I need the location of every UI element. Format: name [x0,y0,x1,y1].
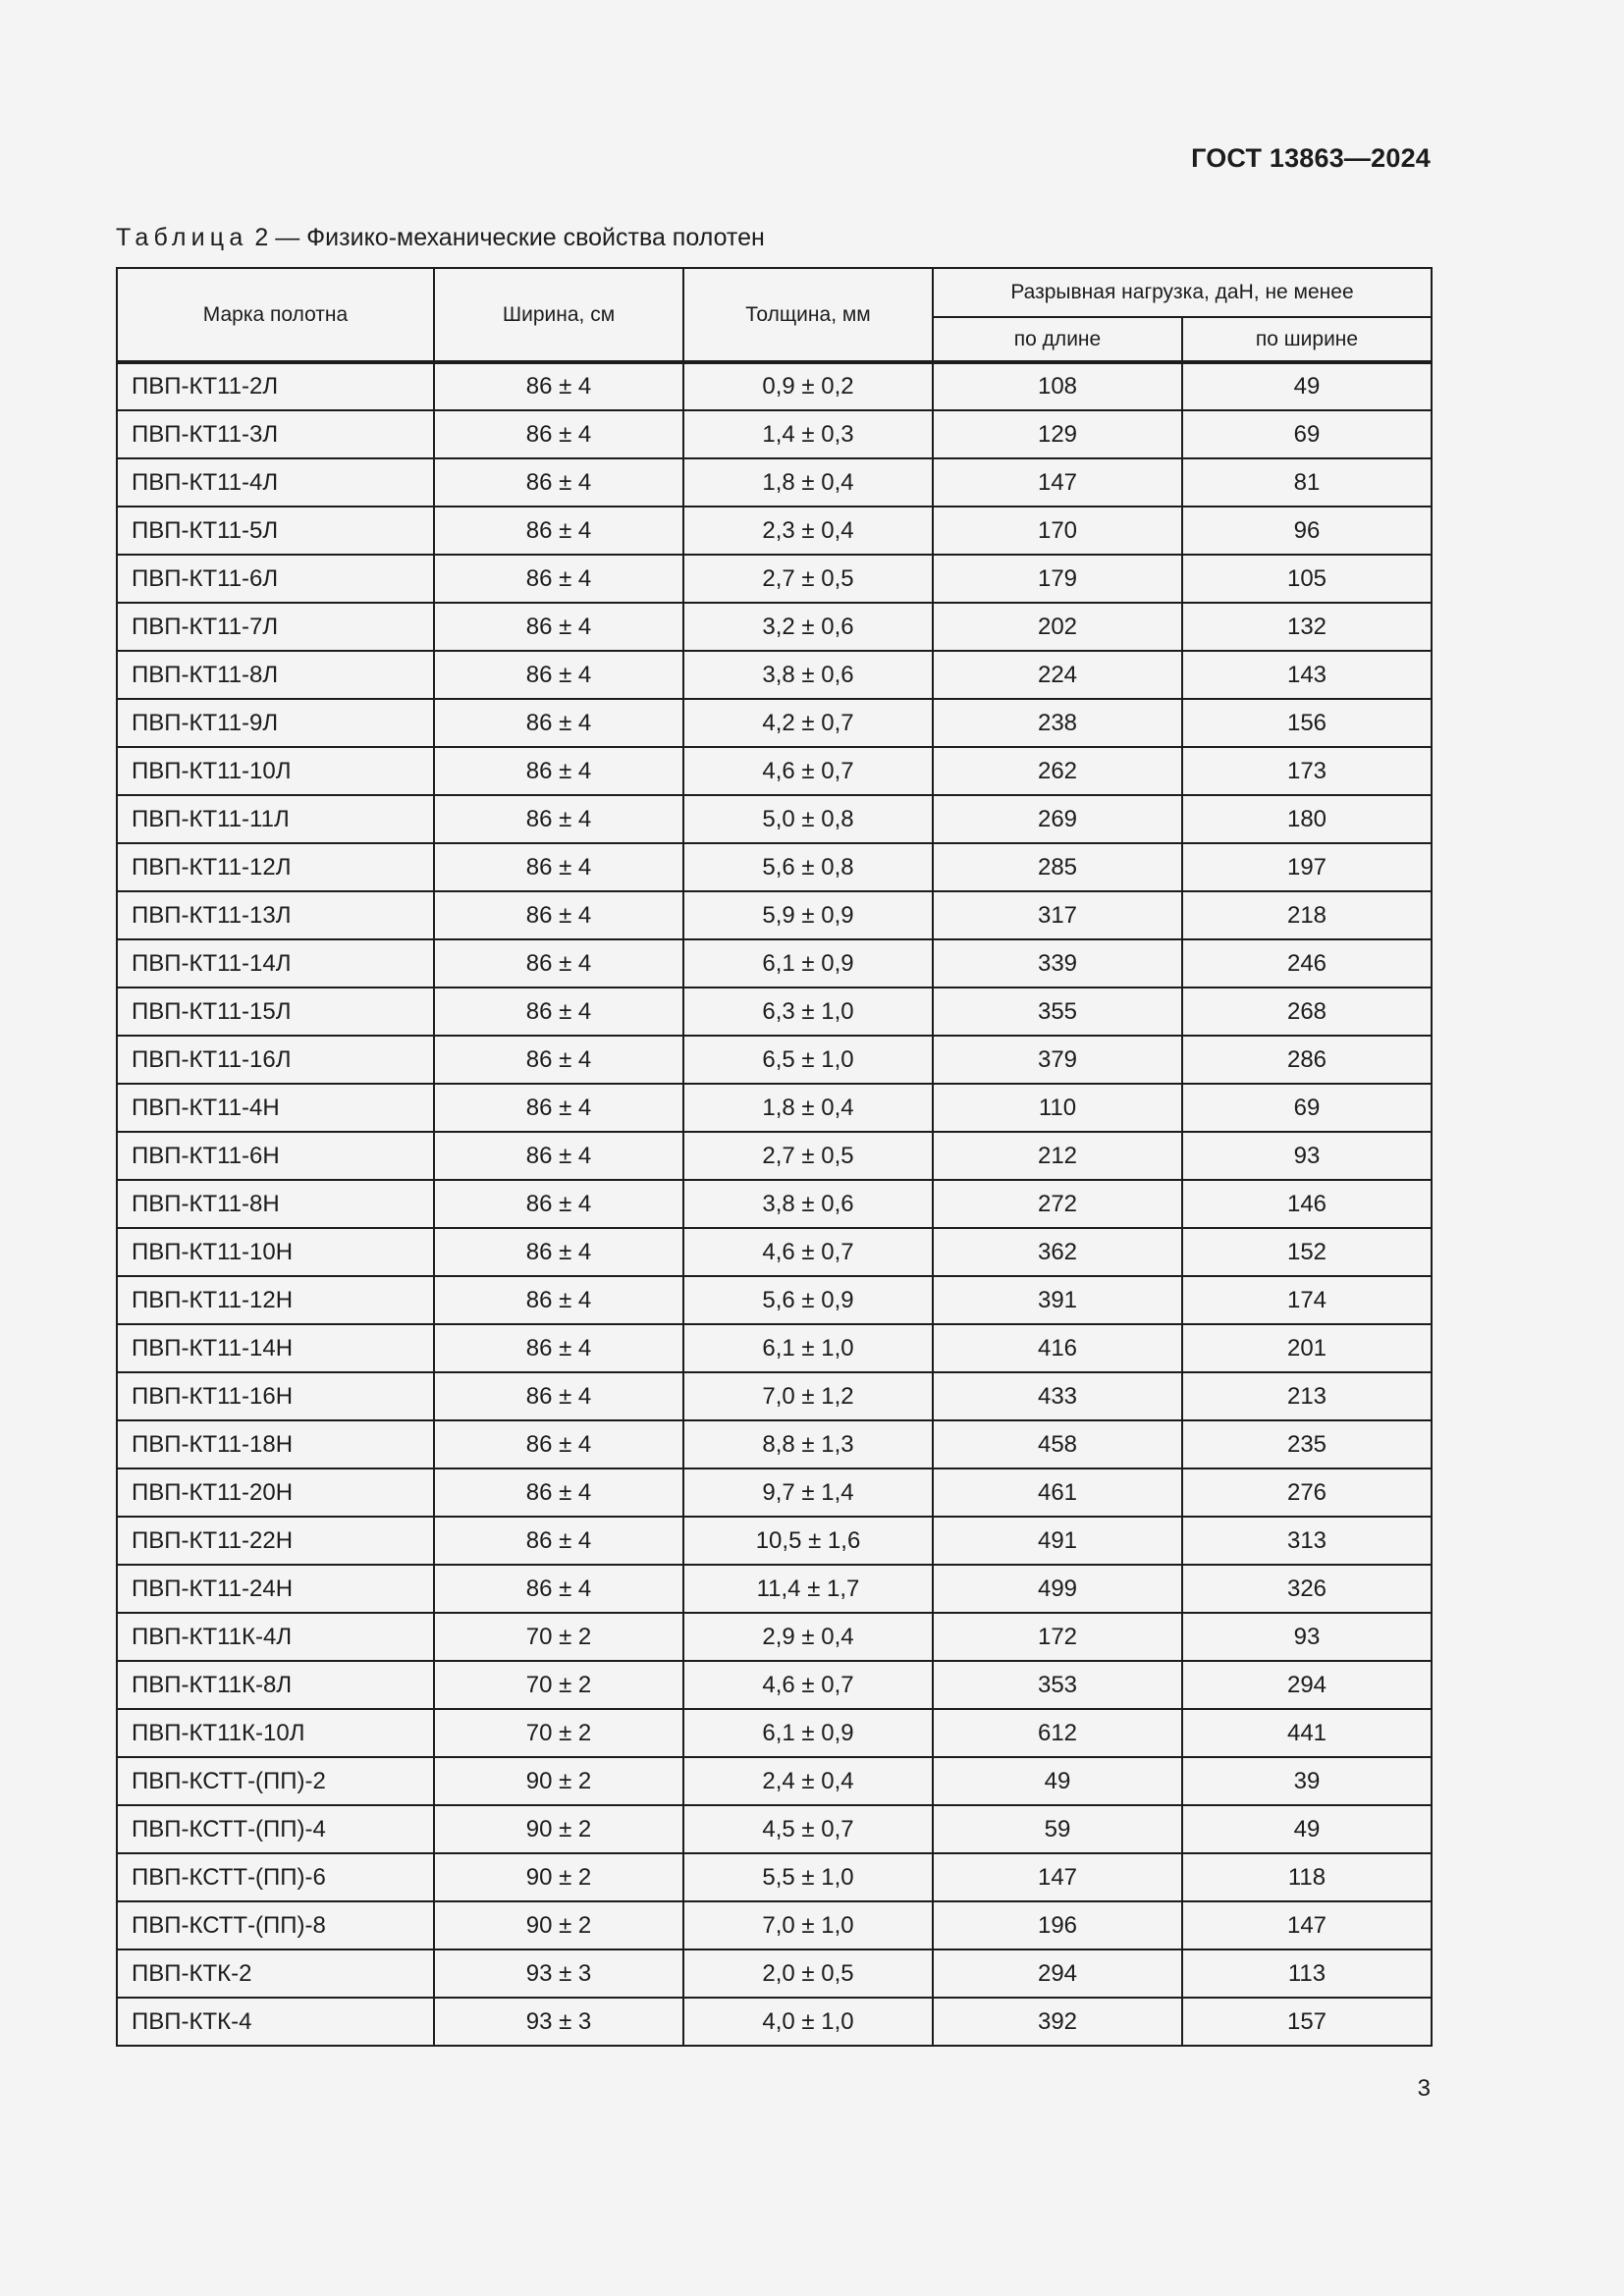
document-header-id: ГОСТ 13863—2024 [1191,143,1431,173]
cell-brand: ПВП-КТ11-24Н [117,1565,434,1613]
cell-load-length: 108 [933,362,1182,410]
table-row [117,1276,1432,1324]
cell-width: 86 ± 4 [434,747,683,795]
cell-brand: ПВП-КТ11-9Л [117,699,434,747]
cell-brand: ПВП-КТ11-3Л [117,410,434,458]
cell-load-length: 238 [933,699,1182,747]
cell-thickness: 4,0 ± 1,0 [683,1998,933,2046]
cell-thickness: 3,8 ± 0,6 [683,651,933,699]
cell-width: 86 ± 4 [434,939,683,988]
cell-thickness: 2,0 ± 0,5 [683,1949,933,1998]
cell-thickness: 0,9 ± 0,2 [683,362,933,410]
cell-load-width: 69 [1182,1084,1432,1132]
cell-load-length: 461 [933,1468,1182,1517]
cell-load-width: 174 [1182,1276,1432,1324]
cell-width: 86 ± 4 [434,1517,683,1565]
cell-load-width: 173 [1182,747,1432,795]
cell-brand: ПВП-КТК-2 [117,1949,434,1998]
cell-brand: ПВП-КТ11-16Л [117,1036,434,1084]
cell-thickness: 6,1 ± 1,0 [683,1324,933,1372]
cell-thickness: 4,2 ± 0,7 [683,699,933,747]
cell-thickness: 7,0 ± 1,0 [683,1901,933,1949]
cell-brand: ПВП-КТ11К-10Л [117,1709,434,1757]
cell-width: 86 ± 4 [434,458,683,507]
cell-brand: ПВП-КТ11-10Л [117,747,434,795]
table-row [117,939,1432,988]
cell-thickness: 4,6 ± 0,7 [683,1661,933,1709]
cell-width: 86 ± 4 [434,988,683,1036]
cell-brand: ПВП-КТ11-13Л [117,891,434,939]
cell-width: 86 ± 4 [434,1180,683,1228]
cell-width: 70 ± 2 [434,1613,683,1661]
cell-thickness: 9,7 ± 1,4 [683,1468,933,1517]
cell-width: 90 ± 2 [434,1853,683,1901]
properties-table [116,267,1433,2047]
cell-thickness: 1,8 ± 0,4 [683,458,933,507]
cell-load-length: 202 [933,603,1182,651]
table-row [117,410,1432,458]
cell-load-width: 147 [1182,1901,1432,1949]
cell-brand: ПВП-КТ11-11Л [117,795,434,843]
table-row [117,1709,1432,1757]
table-row [117,651,1432,699]
cell-load-length: 339 [933,939,1182,988]
cell-width: 86 ± 4 [434,651,683,699]
cell-brand: ПВП-КТ11-6Н [117,1132,434,1180]
cell-load-length: 59 [933,1805,1182,1853]
cell-brand: ПВП-КТ11-22Н [117,1517,434,1565]
cell-brand: ПВП-КТК-4 [117,1998,434,2046]
table-row [117,1324,1432,1372]
cell-thickness: 5,9 ± 0,9 [683,891,933,939]
cell-width: 86 ± 4 [434,410,683,458]
cell-thickness: 11,4 ± 1,7 [683,1565,933,1613]
cell-thickness: 6,5 ± 1,0 [683,1036,933,1084]
cell-load-length: 269 [933,795,1182,843]
table-row [117,1949,1432,1998]
cell-load-length: 285 [933,843,1182,891]
cell-load-length: 392 [933,1998,1182,2046]
header-load-length: по длине [933,317,1182,362]
cell-width: 86 ± 4 [434,1324,683,1372]
cell-thickness: 4,5 ± 0,7 [683,1805,933,1853]
table-row [117,747,1432,795]
cell-load-length: 129 [933,410,1182,458]
header-breaking-load: Разрывная нагрузка, даН, не менее [933,268,1432,317]
cell-load-length: 362 [933,1228,1182,1276]
table-row [117,1901,1432,1949]
cell-brand: ПВП-КТ11-4Л [117,458,434,507]
cell-load-width: 69 [1182,410,1432,458]
cell-load-length: 147 [933,1853,1182,1901]
cell-load-length: 212 [933,1132,1182,1180]
cell-brand: ПВП-КТ11-6Л [117,555,434,603]
cell-load-length: 179 [933,555,1182,603]
cell-brand: ПВП-КСТТ-(ПП)-4 [117,1805,434,1853]
cell-thickness: 5,5 ± 1,0 [683,1853,933,1901]
cell-load-length: 458 [933,1420,1182,1468]
cell-width: 86 ± 4 [434,843,683,891]
cell-thickness: 6,1 ± 0,9 [683,1709,933,1757]
cell-load-length: 170 [933,507,1182,555]
cell-load-length: 612 [933,1709,1182,1757]
table-row [117,1372,1432,1420]
cell-brand: ПВП-КТ11-5Л [117,507,434,555]
table-row [117,1084,1432,1132]
cell-width: 90 ± 2 [434,1805,683,1853]
cell-thickness: 2,4 ± 0,4 [683,1757,933,1805]
table-row [117,988,1432,1036]
table-row [117,1468,1432,1517]
cell-load-length: 196 [933,1901,1182,1949]
cell-width: 86 ± 4 [434,362,683,410]
cell-thickness: 7,0 ± 1,2 [683,1372,933,1420]
cell-width: 86 ± 4 [434,795,683,843]
cell-load-width: 146 [1182,1180,1432,1228]
cell-thickness: 2,7 ± 0,5 [683,555,933,603]
cell-load-width: 313 [1182,1517,1432,1565]
cell-load-length: 491 [933,1517,1182,1565]
cell-thickness: 2,7 ± 0,5 [683,1132,933,1180]
cell-load-width: 93 [1182,1132,1432,1180]
table-row [117,1661,1432,1709]
cell-width: 86 ± 4 [434,891,683,939]
cell-width: 86 ± 4 [434,1084,683,1132]
table-row [117,1998,1432,2046]
cell-load-width: 152 [1182,1228,1432,1276]
cell-thickness: 3,2 ± 0,6 [683,603,933,651]
cell-load-width: 326 [1182,1565,1432,1613]
cell-brand: ПВП-КТ11-12Л [117,843,434,891]
cell-width: 86 ± 4 [434,1372,683,1420]
cell-load-width: 81 [1182,458,1432,507]
cell-load-width: 294 [1182,1661,1432,1709]
cell-load-width: 246 [1182,939,1432,988]
cell-brand: ПВП-КСТТ-(ПП)-6 [117,1853,434,1901]
cell-thickness: 1,4 ± 0,3 [683,410,933,458]
cell-load-width: 197 [1182,843,1432,891]
cell-thickness: 5,6 ± 0,9 [683,1276,933,1324]
cell-width: 86 ± 4 [434,1565,683,1613]
cell-width: 86 ± 4 [434,1132,683,1180]
cell-load-width: 213 [1182,1372,1432,1420]
cell-brand: ПВП-КТ11-10Н [117,1228,434,1276]
cell-width: 93 ± 3 [434,1998,683,2046]
table-caption-title: 2 — Физико-механические свойства полотен [247,224,765,251]
cell-width: 93 ± 3 [434,1949,683,1998]
cell-brand: ПВП-КТ11-8Н [117,1180,434,1228]
table-row [117,555,1432,603]
table-row [117,1132,1432,1180]
cell-thickness: 6,1 ± 0,9 [683,939,933,988]
cell-load-width: 157 [1182,1998,1432,2046]
table-row [117,1565,1432,1613]
cell-load-length: 433 [933,1372,1182,1420]
cell-brand: ПВП-КТ11-4Н [117,1084,434,1132]
cell-load-length: 317 [933,891,1182,939]
cell-width: 86 ± 4 [434,555,683,603]
table-row [117,843,1432,891]
cell-load-width: 118 [1182,1853,1432,1901]
cell-load-length: 379 [933,1036,1182,1084]
cell-thickness: 2,9 ± 0,4 [683,1613,933,1661]
cell-load-length: 355 [933,988,1182,1036]
cell-load-width: 49 [1182,362,1432,410]
cell-thickness: 4,6 ± 0,7 [683,1228,933,1276]
cell-load-width: 156 [1182,699,1432,747]
cell-load-width: 180 [1182,795,1432,843]
table-body [117,362,1432,2046]
cell-width: 90 ± 2 [434,1901,683,1949]
cell-thickness: 4,6 ± 0,7 [683,747,933,795]
cell-width: 86 ± 4 [434,1036,683,1084]
cell-load-length: 147 [933,458,1182,507]
cell-thickness: 1,8 ± 0,4 [683,1084,933,1132]
cell-load-width: 143 [1182,651,1432,699]
cell-brand: ПВП-КТ11-18Н [117,1420,434,1468]
table-caption-label: Таблица [116,224,248,251]
table-row [117,458,1432,507]
cell-load-width: 276 [1182,1468,1432,1517]
table-row [117,1613,1432,1661]
cell-brand: ПВП-КТ11-8Л [117,651,434,699]
cell-load-width: 218 [1182,891,1432,939]
cell-load-width: 113 [1182,1949,1432,1998]
cell-brand: ПВП-КТ11-20Н [117,1468,434,1517]
cell-load-width: 39 [1182,1757,1432,1805]
cell-brand: ПВП-КСТТ-(ПП)-2 [117,1757,434,1805]
cell-load-width: 132 [1182,603,1432,651]
cell-brand: ПВП-КТ11-16Н [117,1372,434,1420]
table-row [117,699,1432,747]
table-row [117,1228,1432,1276]
cell-load-length: 172 [933,1613,1182,1661]
cell-load-length: 110 [933,1084,1182,1132]
cell-brand: ПВП-КТ11-12Н [117,1276,434,1324]
cell-brand: ПВП-КТ11-2Л [117,362,434,410]
table-row [117,1420,1432,1468]
header-brand: Марка полотна [117,268,434,362]
cell-width: 86 ± 4 [434,1228,683,1276]
cell-width: 86 ± 4 [434,507,683,555]
cell-width: 90 ± 2 [434,1757,683,1805]
cell-brand: ПВП-КТ11-14Л [117,939,434,988]
cell-load-length: 353 [933,1661,1182,1709]
page-number: 3 [1417,2075,1431,2102]
table-row [117,1517,1432,1565]
header-thickness: Толщина, мм [683,268,933,362]
cell-thickness: 8,8 ± 1,3 [683,1420,933,1468]
cell-thickness: 5,6 ± 0,8 [683,843,933,891]
cell-brand: ПВП-КТ11-14Н [117,1324,434,1372]
cell-load-length: 294 [933,1949,1182,1998]
table-caption [116,224,765,252]
cell-load-width: 441 [1182,1709,1432,1757]
cell-brand: ПВП-КТ11К-8Л [117,1661,434,1709]
cell-width: 70 ± 2 [434,1661,683,1709]
cell-thickness: 5,0 ± 0,8 [683,795,933,843]
cell-width: 86 ± 4 [434,699,683,747]
cell-load-width: 235 [1182,1420,1432,1468]
cell-load-width: 268 [1182,988,1432,1036]
cell-thickness: 6,3 ± 1,0 [683,988,933,1036]
cell-load-width: 49 [1182,1805,1432,1853]
cell-brand: ПВП-КТ11К-4Л [117,1613,434,1661]
cell-thickness: 10,5 ± 1,6 [683,1517,933,1565]
cell-brand: ПВП-КСТТ-(ПП)-8 [117,1901,434,1949]
cell-thickness: 3,8 ± 0,6 [683,1180,933,1228]
table-row [117,891,1432,939]
table-row [117,603,1432,651]
cell-width: 70 ± 2 [434,1709,683,1757]
cell-load-length: 391 [933,1276,1182,1324]
table-row [117,362,1432,410]
cell-load-length: 272 [933,1180,1182,1228]
cell-load-length: 224 [933,651,1182,699]
table-row [117,1853,1432,1901]
cell-width: 86 ± 4 [434,1420,683,1468]
cell-load-length: 262 [933,747,1182,795]
cell-brand: ПВП-КТ11-7Л [117,603,434,651]
table-row [117,1757,1432,1805]
table-row [117,1805,1432,1853]
cell-brand: ПВП-КТ11-15Л [117,988,434,1036]
cell-load-length: 49 [933,1757,1182,1805]
table-row [117,1180,1432,1228]
cell-load-width: 93 [1182,1613,1432,1661]
cell-load-length: 499 [933,1565,1182,1613]
table-row [117,795,1432,843]
table-row [117,1036,1432,1084]
cell-load-width: 286 [1182,1036,1432,1084]
cell-thickness: 2,3 ± 0,4 [683,507,933,555]
table-row [117,507,1432,555]
cell-load-length: 416 [933,1324,1182,1372]
cell-load-width: 105 [1182,555,1432,603]
header-load-width: по ширине [1182,317,1432,362]
cell-width: 86 ± 4 [434,603,683,651]
cell-load-width: 96 [1182,507,1432,555]
cell-width: 86 ± 4 [434,1468,683,1517]
cell-width: 86 ± 4 [434,1276,683,1324]
header-width: Ширина, см [434,268,683,362]
cell-load-width: 201 [1182,1324,1432,1372]
